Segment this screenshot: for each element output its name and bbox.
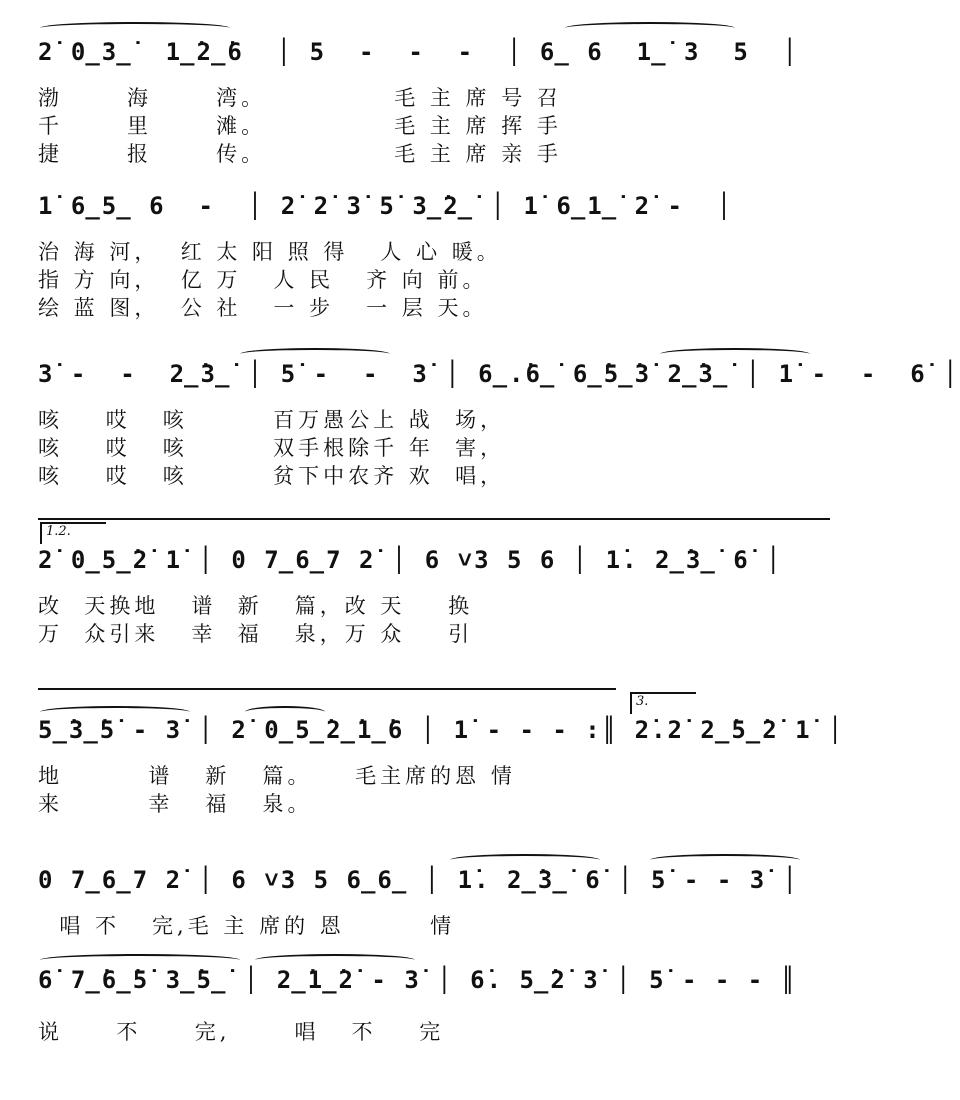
notation-row: 0 7̲6̲7 2̇ │ 6 ˅3 5 6̲6̲ │ 1̇. 2̲̇3̲̇ 6̇ │ 5̇ - - 3̇ │ <box>38 866 800 894</box>
score-system-3 <box>0 344 960 494</box>
lyric-line-1: 治 海 河， 红 太 阳 照 得 人 心 暖。 <box>38 240 502 264</box>
score-system-5 <box>0 694 863 850</box>
lyric-line-3: 绘 蓝 图， 公 社 一 步 一 层 天。 <box>38 296 488 320</box>
slur <box>240 348 390 360</box>
notation-row: 3̇ - - 2̲̇3̲̇ │ 5̇ - - 3̇ │ 6̲.̇6̲̇ 6̲̇5̲̇3̇ 2̲̇3̲̇ │ 1̇ - - 6̇ │ <box>38 360 960 388</box>
lyric-line-2: 咳 哎 咳 双手根除千 年 害， <box>38 436 506 460</box>
score-system-7 <box>0 950 863 1100</box>
slur <box>450 854 600 866</box>
score-system-1 <box>0 22 863 172</box>
score-system-4 <box>0 524 863 680</box>
lyric-line-2: 指 方 向， 亿 万 人 民 齐 向 前。 <box>38 268 488 292</box>
lyric-line-1: 地 谱 新 篇。 毛主席的恩 情 <box>38 764 516 788</box>
volta-line <box>38 688 616 690</box>
slur <box>650 854 800 866</box>
slur <box>40 22 230 34</box>
slur <box>660 348 810 360</box>
lyric-line-3: 捷 报 传。 毛 主 席 亲 手 <box>38 142 562 166</box>
slur <box>565 22 735 34</box>
notation-row: 1̇ 6̲5̲ 6 - │ 2̇ 2̇ 3̇ 5̇ 3̲̇2̲̇ │ 1̇ 6̲1̲̇ 2̇ - │ <box>38 192 734 220</box>
slur <box>255 954 415 966</box>
notation-row: 5̲̇3̲̇5̇ - 3̇ │ 2̇ 0̲5̲̇2̲̇1̲̇6 │ 1̇ - - - :║ 2̇.2̇ 2̲̇5̲̇2̇ 1̇ │ <box>38 716 845 744</box>
score-system-2 <box>0 176 863 326</box>
lyric-line-2: 万 众引来 幸 福 泉，万 众 引 <box>38 622 474 646</box>
notation-row: 2̇ 0̲5̲̇2̇ 1̇ │ 0 7̲6̲7 2̇ │ 6 ˅3 5 6 │ 1̇. 2̲̇3̲̇ 6̇ │ <box>38 546 783 574</box>
volta-line <box>38 518 830 520</box>
lyric-line-2: 来 幸 福 泉。 <box>38 792 313 816</box>
notation-row: 6̇ 7̲̇6̲̇5̇ 3̲̇5̲̇ │ 2̲̇1̲̇2̇ - 3̇ │ 6̇. 5̲̇2̇ 3̇ │ 5̇ - - - ║ <box>38 966 798 994</box>
slur <box>40 954 240 966</box>
volta-bracket: 1.2. <box>40 522 106 544</box>
volta-bracket: 3. <box>630 692 696 714</box>
lyric-line-2: 千 里 滩。 毛 主 席 挥 手 <box>38 114 562 138</box>
lyric-line-3: 咳 哎 咳 贫下中农齐 欢 唱， <box>38 464 506 488</box>
notation-row: 2̇ 0̲3̲̇ 1̲̇2̲̇6 │ 5 - - - │ 6̲ 6 1̲̇ 3 5 │ <box>38 38 800 66</box>
lyric-line-1: 改 天换地 谱 新 篇，改 天 换 <box>38 594 474 618</box>
lyric-line-1: 唱 不 完,毛 主 席的 恩 情 <box>38 914 456 938</box>
lyric-line-1: 咳 哎 咳 百万愚公上 战 场， <box>38 408 506 432</box>
lyric-line-1: 渤 海 湾。 毛 主 席 号 召 <box>38 86 562 110</box>
lyric-line-1: 说 不 完, 唱 不 完 <box>38 1020 445 1044</box>
